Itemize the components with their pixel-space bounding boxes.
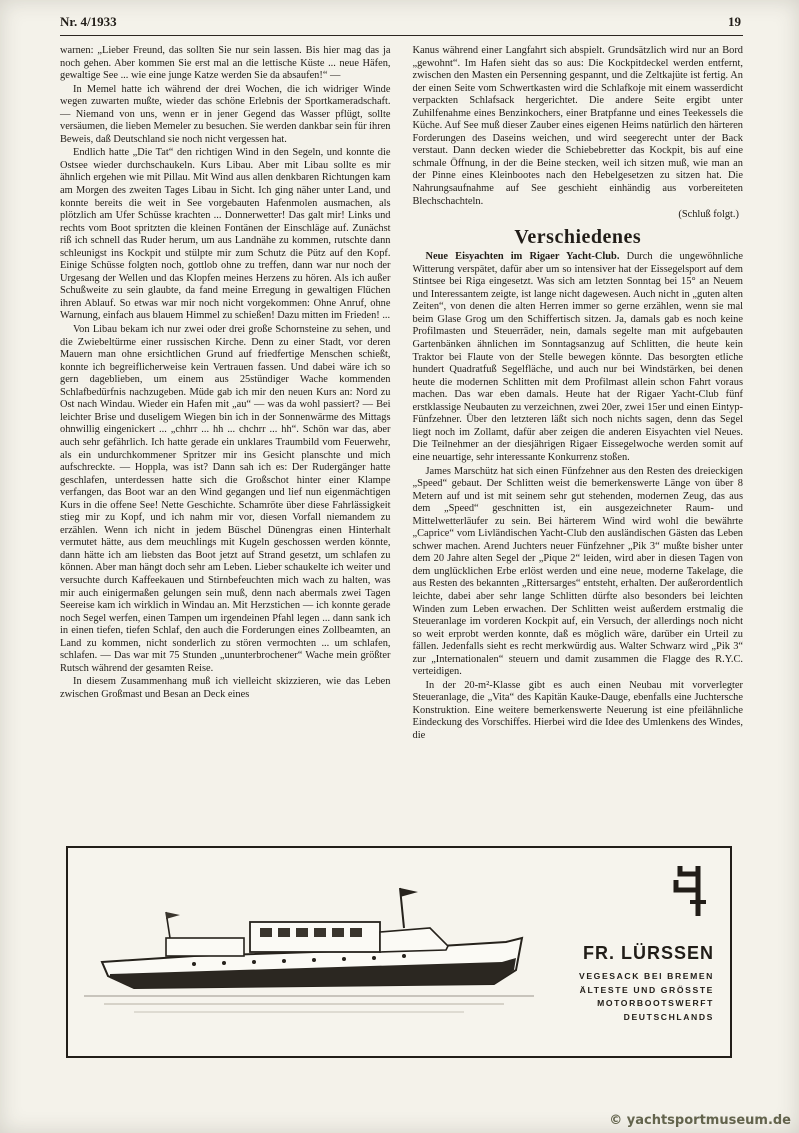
- paragraph: Kanus während einer Langfahrt sich abspielt. Grundsätzlich wird nur an Bord „gewohnt“. Im Hafen sieht das so aus: Die Kockpitdeckel werden entfernt, zwischen den Masten ein Persenning gespannt, und die Zeltkajüte ist fertig. An der einen Seite vom Schwertkasten wird die Schlafkoje mit einem wasserdicht verpackten Schlafsack hergerichtet. Die andere Seite ergibt unter Zuhilfenahme eines Benzinkochers, einer Bratpfanne und eines Teekessels die Küche. Auf See muß dieser Zauber eines eigenen Heims natürlich den härteren Forderungen des Daseins weichen, und wird seegerecht unter der Back verstaut. Dann decken wieder die Schiebebretter das Kockpit, bis auf eine schmale Öffnung, in der die Beine stecken, weil ich sitzen muß, wie man an der Pinne eines Kleinbootes nach den Hebelgesetzen zu sitzen hat. Die Nahrungsaufnahme auf See geschieht einhändig aus vorbereiteten Blechschachteln.: [412, 45, 743, 207]
- paragraph: Endlich hatte „Die Tat“ den richtigen Wind in den Segeln, und konnte die Ostsee wieder durchschaukeln. Kurs Libau. Aber mit Libau sollte es mir ähnlich ergehen wie mit Pillau. Mit Wind aus allen denkbaren Richtungen kam am Morgen des zweiten Tages Libau in Sicht. Ich ging näher unter Land, und konnte bereits die weit in See vorgebauten Hafenmolen ausmachen, als plötzlich am Ufer Schüsse krachten ... Donnerwetter! Das galt mir! Links und rechts vom Boot spritzten die kleinen Fontänen der Einschläge auf. Zunächst riß ich schnell das Ruder herum, um aus Landnähe zu kommen, rutschte dann schleunigst ins Kockpit und stülpte mir zum Schutz die Pütz auf den Kopf. Einige Schüsse folgten noch, gottlob ohne zu treffen, dann war nur noch der Urgesang der Wellen und das Klopfen meines Herzens zu hören. Als ich außer Schußweite zu sein glaubte, da fand meine Erregung in gewaltigen Flüchen ihren Ablauf. So etwas war mir noch nicht vorgekommen: Ohne Anruf, ohne Warnung, einfach aus blauem Himmel zu schießen! Dazu mitten im Frieden! ...: [60, 147, 391, 322]
- ad-company-city: VEGESACK BEI BREMEN: [579, 971, 714, 981]
- paragraph: James Marschütz hat sich einen Fünfzehner aus den Resten des dreieckigen „Speed“ gebaut. Der Schlitten weist die bemerkenswerte Länge von über 8 Metern auf und ist mit seinem sehr gut stehenden, modernen Zeug, das aus dem „Speed“ geschnitten ist, ein ausgezeichneter Raum- und Mittelwetterläufer zu sein. Bei härterem Wind wird wohl die bewährte „Caprice“ vom Livländischen Yacht-Club den ausländischen Gästen das Leben schwer machen. Arend Juchters neuer Fünfzehner „Pik 3“ mußte bisher unter dem 20 Jahre alten Segel der „Pique 2“ leiden, wird aber in diesen Tagen von dem unglücklichen Erbe erlöst werden und eine neue, moderne Takelage, die aus Resten des bekannten „Rittersarges“ entsteht, erhalten. Der außerordentlich leichte, dabei aber sehr lange Schlitten dürfte also besonders bei leichten Winden zum Leben erwachen. Der Schlitten weist außerdem erstmalig die Steueranlage im vorderen Kockpit auf, ein Versuch, der allerdings noch nicht so weit erprobt werden konnte, daß es möglich wäre, darüber ein Urteil zu fällen. Jedenfalls sieht es recht merkwürdig aus. Walter Schwarz wird „Pik 3“ zur „Internationalen“ steuern und damit zusammen die Flagge des R.Y.C. verteidigen.: [412, 465, 743, 678]
- right-column: [413, 45, 744, 841]
- ad-tagline: MOTORBOOTSWERFT: [597, 998, 714, 1008]
- paragraph: Von Libau bekam ich nur zwei oder drei große Schornsteine zu sehen, und die Zwiebeltürme einer russischen Kirche. Denn zu einer Stadt, vor deren Mauern man ohne ersichtlichen Grund auf friedfertige Menschen schießt, konnte ich begreiflicherweise kein Vertrauen fassen. Und dabei wäre ich so gern dageblieben, um einem aus 25stündiger Wache kommenden Schlafbedürfnis nachzugeben. Müde gab ich mir den neuen Kurs an: Nord zu Ost nach Windau. Wieder ein Hafen mit „au“ — was da wohl passiert? — Bei leichter Brise und duseligem Wiegen bin ich in der Sonnenwärme des Mittags ohnwillig eingenickert ... „chhrr ... hh ... chchrr ... hh“. Schön war das, aber auch sehr gefährlich. Ich hatte gerade ein unklares Traumbild vom Feuerwehr, als ein undurchkommener Spritzer mir ins Gesicht planschte und mich aufschreckte. — Hoppla, was ist? Dann sah ich es: Der Rudergänger hatte geschlafen, unterdessen hatte sich die Großschot hinter einer Klampe verfangen, das Boot war an den Wind gegangen und lief nun eigenmächtigen Kurs in die offene See! Nette Geschichte. Schamröte über diese Fahrlässigkeit stieg mir zu Kopf, und ich nahm mir vor, diesen Vorfall niemandem zu erzählen. Wenn ich nicht in jedem Büschel Dünengras einen Hinterhalt vermutet hätte, aus dem meuchlings mit Kugeln geschossen werden könnte, dann hätte ich am liebsten das Boot jetzt auf Strand gesetzt, um schlafen zu können. Aber man hängt doch sehr am Leben. Lieber schaukelte ich weiter und versuchte durch Kaffeekauen und Stirnbefeuchten mich wach zu halten, was mir auch einigermaßen gelungen sein muß, denn nach abermals zwei Tagen Seereise kam ich wirklich in Windau an. Mit Herzstichen — ich konnte gerade noch Segel werfen, einen Tampen um irgendeinen Pfahl legen ... dann sank ich in einen tiefen, tiefen Schlaf, den auch die Forderungen eines Zollbeamten, an Land zu kommen, nicht sonderlich zu stören vermochten ... um schlafen, schlafen. — Das war mit 75 Stunden „ununterbrochener“ Wache mein größter Rutsch während der gesamten Reise.: [60, 324, 391, 674]
- paragraph: In diesem Zusammenhang muß ich vielleicht skizzieren, wie das Leben zwischen Großmast und Besan an Deck eines: [60, 676, 391, 700]
- paragraph-text: Durch die ungewöhnliche Witterung verspätet, dafür aber um so intensiver hat der Eissegelsport auf dem Stintsee bei Riga eingesetzt. Was sich am letzten Sonntag bei 15° an Neuem und Interessantem zeigte, ist lange nicht dagewesen. Auch nicht in „guten alten Zeiten“, von denen die alten Herren immer so gerne erzählen, wenn sie mal beim Glase Grog um den Schiffertisch sitzen. Ja, damals gab es noch keine Profilmasten und Steuerräder, nein, damals segelte man mit aufgebauten Gartenbänken ähnlichen im Sonntagsanzug auf Schlitten, die heute kein Traktor bei Flaute von der Stelle bewegen könnte. Das besorgten etliche hundert Quadratfuß Segelfläche, und auch nur bei Windstärken, bei denen heute die modernen Schlitten mit dem Profilmast allein schon Fahrt voraus machen. Das war eben damals. Heute hat der Rigaer Yacht-Club fünf erstklassige Neubauten zu verzeichnen, zwei 20er, zwei 15er und einen Eintyp-Fünfzehner. Über den letzteren läßt sich noch nichts sagen, denn das Segel liegt noch im Zollamt, dafür aber zeigen die anderen Eisyachten viel Neues. Die Teilnehmer an der diesjährigen Rigaer Eissegelwoche werden somit auf eine neuartige, sehr interessante Konkurrenz stoßen.: [412, 251, 743, 463]
- paragraph: warnen: „Lieber Freund, das sollten Sie nur sein lassen. Bis hier mag das ja noch gehen. Aber kommen Sie erst mal an die lettische Küste ... neue Häfen, gewaltige See ... wie eine junge Katze werden Sie da absaufen!“ —: [60, 45, 391, 82]
- header-rule: [60, 35, 743, 36]
- ad-company-name: FR. LÜRSSEN: [582, 943, 714, 963]
- page-number: 19: [728, 14, 741, 29]
- boat-illustration: [68, 848, 552, 1056]
- ad-tagline: ÄLTESTE UND GRÖSSTE: [579, 984, 714, 995]
- motor-yacht-icon: [74, 866, 544, 1042]
- luerssen-logo-icon: [668, 862, 708, 925]
- paragraph: [413, 251, 744, 464]
- watermark-credit: © yachtsportmuseum.de: [609, 1113, 791, 1128]
- schluss-note: (Schluß folgt.): [678, 209, 739, 221]
- page-header: [0, 0, 799, 33]
- section-heading-verschiedenes: Verschiedenes: [514, 225, 642, 248]
- paragraph: In der 20-m²-Klasse gibt es auch einen Neubau mit vorverlegter Steueranlage, die „Vita“ des Kapitän Kauke-Dauge, ebenfalls eine Juchtersche Konstruktion. Eine weitere bemerkenswerte Neuerung ist eine pfeilähnliche Eindeckung des Vorschiffes. Hierbei wird die Idee des Umlenkens des Windes, die: [412, 679, 743, 741]
- paragraph: In Memel hatte ich während der drei Wochen, die ich widriger Winde wegen zuwarten mußte, wieder das schöne Erlebnis der Sportkameradschaft. — Niemand von uns, wenn er in jener Gegend das Wasser pflügt, sollte versäumen, die lieben Memeler zu besuchen. Sie werden dankbar sein für ihren Beweis, daß Deutschland sie noch nicht vergessen hat.: [60, 83, 391, 145]
- issue-number: Nr. 4/1933: [60, 14, 117, 29]
- paragraph-lead: Neue Eisyachten im Rigaer Yacht-Club.: [425, 251, 620, 263]
- text-columns: [0, 45, 799, 841]
- ad-tagline: DEUTSCHLANDS: [623, 1011, 714, 1022]
- left-column: [60, 45, 391, 841]
- ad-text-block: [552, 848, 730, 1056]
- advertisement: [66, 846, 732, 1058]
